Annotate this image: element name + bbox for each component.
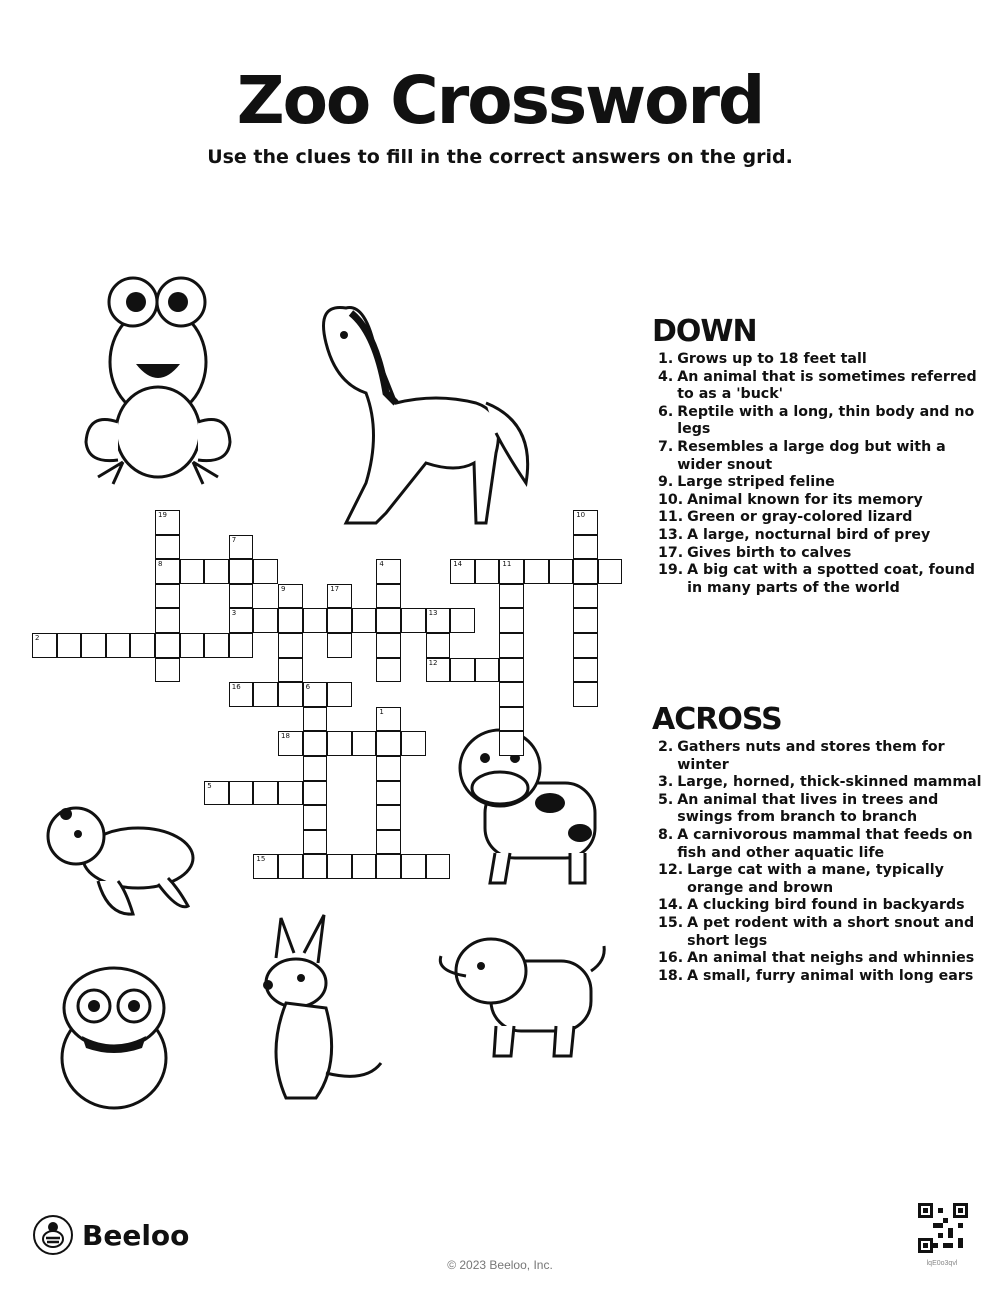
cell-number: 19 — [158, 511, 167, 519]
clue-number: 19. — [658, 562, 684, 579]
grid-cell[interactable] — [253, 781, 278, 806]
grid-cell[interactable] — [130, 633, 155, 658]
grid-cell[interactable] — [352, 731, 377, 756]
grid-cell[interactable] — [229, 608, 254, 633]
page-subtitle: Use the clues to fill in the correct answers on the grid. — [207, 146, 793, 168]
down-clue — [658, 474, 992, 492]
clue-text: An animal that lives in trees and swings from branch to branch — [677, 791, 939, 826]
grid-cell[interactable] — [278, 731, 303, 756]
clue-number: 16. — [658, 950, 684, 967]
clue-number: 5. — [658, 791, 674, 808]
grid-cell[interactable] — [352, 608, 377, 633]
across-clue — [658, 792, 992, 827]
grid-cell[interactable] — [549, 559, 574, 584]
clue-text: An animal that is sometimes referred to as a 'buck' — [677, 368, 977, 403]
across-clue — [658, 968, 992, 986]
down-clue — [658, 351, 992, 369]
grid-cell[interactable] — [229, 682, 254, 707]
grid-cell[interactable] — [573, 535, 598, 560]
clue-text: A clucking bird found in backyards — [687, 897, 965, 914]
grid-cell[interactable] — [327, 731, 352, 756]
down-clue — [658, 369, 992, 404]
grid-cell[interactable] — [253, 608, 278, 633]
cell-number: 6 — [305, 683, 311, 692]
grid-cell[interactable] — [229, 633, 254, 658]
cell-number: 5 — [207, 781, 212, 790]
grid-cell[interactable] — [155, 633, 180, 658]
clue-number: 7. — [658, 438, 674, 455]
grid-cell[interactable] — [229, 584, 254, 609]
grid-cell[interactable] — [253, 854, 278, 879]
across-clue — [658, 739, 992, 774]
bee-icon — [32, 1214, 74, 1256]
grid-cell[interactable] — [573, 658, 598, 683]
down-clue — [658, 404, 992, 439]
grid-cell[interactable] — [278, 682, 303, 707]
grid-cell[interactable] — [376, 707, 401, 732]
grid-cell[interactable] — [376, 608, 401, 633]
grid-cell[interactable] — [303, 830, 328, 855]
clue-text: A large, nocturnal bird of prey — [687, 526, 931, 543]
across-clues — [652, 702, 992, 985]
cell-number: 12 — [428, 658, 438, 667]
across-clue — [658, 915, 992, 950]
page-title: Zoo Crossword — [236, 62, 764, 139]
cell-number: 14 — [453, 560, 463, 569]
across-clue — [658, 862, 992, 897]
qr-code-label: lqE0o3qvl — [926, 1260, 958, 1267]
down-clue — [658, 562, 992, 597]
down-clues — [652, 314, 992, 597]
grid-cell[interactable] — [499, 559, 524, 584]
grid-cell[interactable] — [499, 682, 524, 707]
grid-cell[interactable] — [426, 633, 451, 658]
grid-cell[interactable] — [180, 633, 205, 658]
grid-cell[interactable] — [278, 781, 303, 806]
grid-cell[interactable] — [376, 781, 401, 806]
cell-number: 2 — [35, 634, 40, 642]
clue-text: Reptile with a long, thin body and no legs — [677, 403, 975, 438]
cell-number: 9 — [281, 584, 286, 593]
clue-number: 12. — [658, 862, 684, 879]
clue-number: 3. — [658, 774, 674, 791]
cell-number: 16 — [231, 683, 241, 692]
grid-cell[interactable] — [573, 584, 598, 609]
cell-number: 3 — [231, 609, 237, 618]
grid-cell[interactable] — [229, 781, 254, 806]
clue-number: 6. — [658, 403, 674, 420]
grid-cell[interactable] — [376, 633, 401, 658]
grid-cell[interactable] — [155, 584, 180, 609]
down-clue-list — [652, 351, 992, 597]
grid-cell[interactable] — [303, 682, 328, 707]
grid-cell[interactable] — [376, 559, 401, 584]
grid-cell[interactable] — [450, 559, 475, 584]
grid-cell[interactable] — [32, 633, 57, 658]
across-heading: ACROSS — [652, 702, 782, 737]
grid-cell[interactable] — [303, 731, 328, 756]
clue-number: 1. — [658, 351, 674, 367]
grid-cell[interactable] — [376, 731, 401, 756]
grid-cell[interactable] — [278, 584, 303, 609]
grid-cell[interactable] — [499, 658, 524, 683]
grid-cell[interactable] — [401, 854, 426, 879]
brand-logo — [32, 1214, 189, 1256]
copyright: © 2023 Beeloo, Inc. — [447, 1258, 553, 1272]
clue-number: 8. — [658, 826, 674, 843]
grid-cell[interactable] — [327, 633, 352, 658]
down-clue — [658, 509, 992, 527]
clue-text: Animal known for its memory — [687, 491, 923, 508]
cell-number: 8 — [158, 560, 163, 569]
clue-text: Large, horned, thick-skinned mammal — [677, 774, 982, 791]
grid-cell[interactable] — [303, 707, 328, 732]
grid-cell[interactable] — [499, 731, 524, 756]
grid-cell[interactable] — [57, 633, 82, 658]
grid-cell[interactable] — [524, 559, 549, 584]
grid-cell[interactable] — [253, 682, 278, 707]
clue-number: 9. — [658, 474, 674, 491]
grid-cell[interactable] — [426, 854, 451, 879]
grid-cell[interactable] — [106, 633, 131, 658]
grid-cell[interactable] — [426, 608, 451, 633]
across-clue — [658, 897, 992, 915]
clue-text: Grows up to 18 feet tall — [677, 351, 867, 367]
clue-text: Large striped feline — [677, 474, 835, 491]
cell-number: 1 — [379, 707, 384, 716]
grid-cell[interactable] — [155, 608, 180, 633]
clue-text: Gives birth to calves — [687, 544, 852, 561]
clue-text: A big cat with a spotted coat, found in many parts of the world — [687, 562, 975, 596]
grid-cell[interactable] — [278, 854, 303, 879]
grid-cell[interactable] — [573, 608, 598, 633]
cell-number: 4 — [379, 560, 384, 569]
across-clue — [658, 950, 992, 968]
grid-cell[interactable] — [376, 584, 401, 609]
grid-cell[interactable] — [180, 559, 205, 584]
grid-cell[interactable] — [155, 510, 180, 535]
grid-cell[interactable] — [426, 658, 451, 683]
grid-cell[interactable] — [376, 805, 401, 830]
clue-number: 13. — [658, 526, 684, 543]
grid-cell[interactable] — [573, 510, 598, 535]
clue-number: 10. — [658, 491, 684, 508]
clue-text: A small, furry animal with long ears — [687, 967, 974, 984]
clue-text: An animal that neighs and whinnies — [687, 950, 975, 967]
grid-cell[interactable] — [278, 608, 303, 633]
grid-cell[interactable] — [204, 559, 229, 584]
clue-number: 17. — [658, 544, 684, 561]
clue-text: Gathers nuts and stores them for winter — [677, 739, 945, 773]
cell-number: 18 — [281, 732, 290, 741]
grid-cell[interactable] — [303, 781, 328, 806]
clue-number: 15. — [658, 914, 684, 931]
across-clue-list — [652, 739, 992, 985]
grid-cell[interactable] — [229, 535, 254, 560]
grid-cell[interactable] — [499, 633, 524, 658]
down-clue — [658, 527, 992, 545]
grid-cell[interactable] — [499, 707, 524, 732]
grid-cell[interactable] — [303, 608, 328, 633]
grid-cell[interactable] — [376, 658, 401, 683]
grid-cell[interactable] — [229, 559, 254, 584]
grid-cell[interactable] — [401, 731, 426, 756]
grid-cell[interactable] — [475, 559, 500, 584]
grid-cell[interactable] — [598, 559, 623, 584]
grid-cell[interactable] — [155, 535, 180, 560]
clue-text: A pet rodent with a short snout and short legs — [687, 914, 975, 949]
grid-cell[interactable] — [155, 559, 180, 584]
grid-cell[interactable] — [401, 608, 426, 633]
clue-text: Large cat with a mane, typically orange and brown — [687, 862, 944, 896]
down-clue — [658, 492, 992, 510]
across-clue — [658, 774, 992, 792]
grid-cell[interactable] — [303, 854, 328, 879]
grid-cell[interactable] — [499, 608, 524, 633]
cell-number: 11 — [502, 560, 512, 569]
grid-cell[interactable] — [278, 633, 303, 658]
grid-cell[interactable] — [352, 854, 377, 879]
grid-cell[interactable] — [327, 584, 352, 609]
grid-cell[interactable] — [499, 584, 524, 609]
clue-number: 18. — [658, 967, 684, 984]
grid-cell[interactable] — [303, 756, 328, 781]
grid-cell[interactable] — [573, 559, 598, 584]
grid-cell[interactable] — [204, 633, 229, 658]
grid-cell[interactable] — [376, 756, 401, 781]
grid-cell[interactable] — [573, 682, 598, 707]
down-clue — [658, 439, 992, 474]
clue-number: 2. — [658, 739, 674, 755]
cell-number: 10 — [576, 511, 586, 519]
down-heading: DOWN — [652, 314, 757, 349]
qr-code-icon — [918, 1203, 968, 1253]
grid-cell[interactable] — [450, 658, 475, 683]
grid-cell[interactable] — [253, 559, 278, 584]
cell-number: 13 — [428, 609, 438, 618]
brand-name: Beeloo — [82, 1218, 190, 1252]
grid-cell[interactable] — [155, 658, 180, 683]
down-clue — [658, 545, 992, 563]
clue-text: Green or gray-colored lizard — [687, 509, 913, 526]
clue-number: 4. — [658, 368, 674, 385]
grid-cell[interactable] — [573, 633, 598, 658]
clue-number: 11. — [658, 509, 684, 526]
clue-text: A carnivorous mammal that feeds on fish and other aquatic life — [677, 826, 973, 861]
grid-cell[interactable] — [278, 658, 303, 683]
clue-text: Resembles a large dog but with a wider snout — [677, 438, 946, 473]
across-clue — [658, 827, 992, 862]
clue-number: 14. — [658, 897, 684, 914]
grid-cell[interactable] — [376, 830, 401, 855]
grid-cell[interactable] — [81, 633, 106, 658]
grid-cell[interactable] — [475, 658, 500, 683]
grid-cell[interactable] — [327, 608, 352, 633]
cell-number: 17 — [330, 584, 340, 593]
grid-cell[interactable] — [327, 854, 352, 879]
grid-cell[interactable] — [376, 854, 401, 879]
grid-cell[interactable] — [204, 781, 229, 806]
cell-number: 7 — [231, 535, 237, 544]
grid-cell[interactable] — [327, 682, 352, 707]
grid-cell[interactable] — [303, 805, 328, 830]
cell-number: 15 — [256, 855, 266, 864]
grid-cell[interactable] — [450, 608, 475, 633]
